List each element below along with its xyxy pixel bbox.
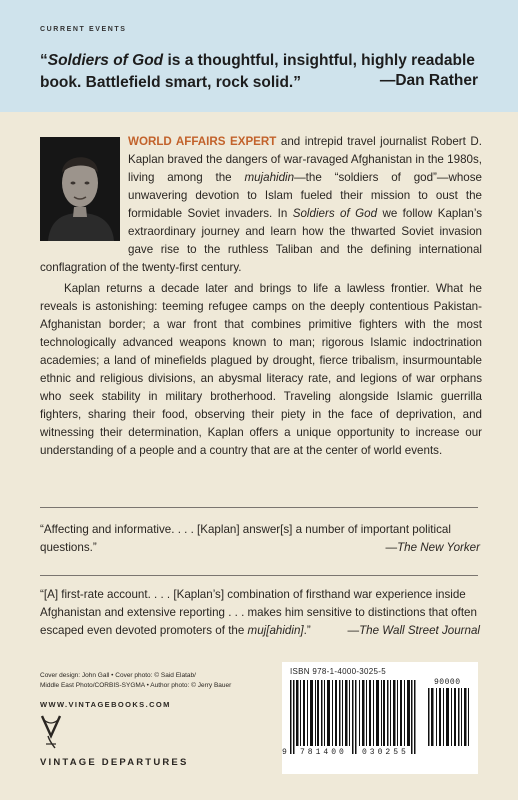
barcode-panel [282,662,478,774]
divider-rule [40,575,478,576]
book-title: Soldiers of God [47,52,164,69]
barcode-digit-lead: 9 [282,748,287,757]
publisher-website: WWW.VINTAGEBOOKS.COM [40,700,171,709]
imprint-name: VINTAGE DEPARTURES [40,757,189,768]
divider-rule [40,507,478,508]
review-source: —The New Yorker [385,541,480,554]
barcode-digits-right: 030255 [362,748,409,757]
cover-credits: Cover design: John Gall • Cover photo: © Said Elatab/ Middle East Photo/CORBIS-SYGMA • Author photo: © Jerry Bauer [40,672,232,689]
lead-quote: “Soldiers of God is a thoughtful, insightful, highly readable book. Battlefield smart, rock solid.” [40,52,475,91]
review-quote-wsj: “[A] first-rate account. . . . [Kaplan’s] combination of firsthand war experience inside Afghanistan and extensive reporting . . . makes him sensitive to distinctions that often escaped even devoted promoters of the muj[ahidin].” —The Wall Street Journal [40,586,480,640]
description-paragraph-1: WORLD AFFAIRS EXPERT and intrepid travel journalist Robert D. Kaplan braved the dangers of war-ravaged Afghanistan in the 1980s, living among the mujahidin—the “soldiers of god”—whose unwavering devotion to Islam fueled their mission to oust the formidable Soviet invaders. In Soldiers of God we follow Kaplan’s extraordinary journey and learn how the thwarted Soviet invasion gave rise to the ruthless Taliban and the defining international conflagration of the twenty-first century. [40,135,483,274]
lead-quote-attribution: —Dan Rather [379,72,478,89]
book-description [40,133,482,460]
barcode-addon-digits: 90000 [434,678,461,687]
description-lead-in: WORLD AFFAIRS EXPERT [128,135,277,148]
barcode-digits-left: 781400 [300,748,347,757]
description-paragraph-2: Kaplan returns a decade later and brings to life a lawless frontier. What he reveals is astonishing: teeming refugee camps on the deeply contentious Pakistan-Afghanistan border; a war front that combines primitive fighters with the most technologically advanced weapons known to man; rigorous Islamic indoctrination academies; a land of minefields plagued by drought, fierce tribalism, insurmountable ethnic and religious divisions, an abysmal literacy rate, and legions of war orphans who seek stability in military brotherhood. Traveling alongside Islamic guerrilla fighters, sharing their food, observing their piety in the face of deprivation, and witnessing their determination, Kaplan offers a unique opportunity to increase our understanding of a people and a country that are at the center of world events. [40,282,482,457]
category-label: CURRENT EVENTS [40,26,127,33]
review-quote-new-yorker: “Affecting and informative. . . . [Kaplan] answer[s] a number of important political questions.” —The New Yorker [40,521,480,557]
isbn-number: ISBN 978-1-4000-3025-5 [290,667,386,676]
review-source: —The Wall Street Journal [347,624,480,637]
vintage-colophon-logo [40,714,62,755]
